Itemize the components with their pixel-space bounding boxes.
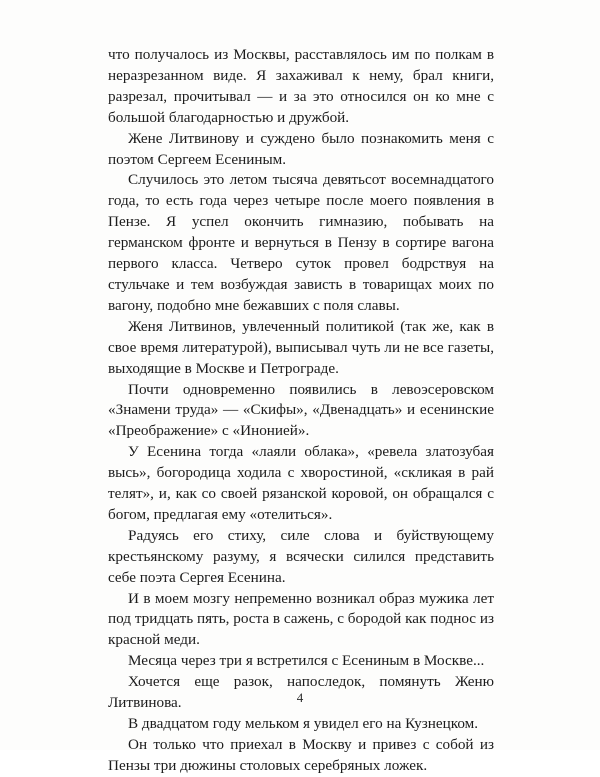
paragraph-6: У Есенина тогда «лаяли облака», «ревела златозубая высь», богородица ходила с хворостиной, «скликая в рай телят», и, как со своей рязанской коровой, он обращался с богом, предлагая ему «отелиться». [108, 443, 494, 523]
paragraph-1: что получалось из Москвы, расставлялось им по полкам в неразрезанном виде. Я захаживал к нему, брал книги, разрезал, прочитывал — и за это относился он ко мне с большой благодарностью и дружбой. [108, 46, 494, 126]
paragraph-8: И в моем мозгу непременно возникал образ мужика лет под тридцать пять, роста в сажень, с бородой как поднос из красной меди. [108, 589, 494, 649]
paragraph-2: Жене Литвинову и суждено было познакомить меня с поэтом Сергеем Есениным. [108, 129, 494, 168]
paragraph-5: Почти одновременно появились в левоэсеровском «Знамени труда» — «Скифы», «Двенадцать» и есенинские «Преображение» с «Инонией». [108, 380, 494, 440]
page-number: 4 [296, 690, 304, 705]
body-text [108, 45, 494, 777]
paragraph-11: В двадцатом году мельком я увидел его на Кузнецком. [128, 715, 479, 732]
paragraph-10: Хочется еще разок, напоследок, помянуть Женю Литвинова. [108, 673, 494, 712]
paragraph-7: Радуясь его стиху, силе слова и буйствующему крестьянскому разуму, я всячески силился представить себе поэта Сергея Есенина. [108, 526, 494, 586]
paragraph-12: Он только что приехал в Москву и привез с собой из Пензы три дюжины столовых серебряных ложек. [108, 735, 494, 774]
paragraph-9: Месяца через три я встретился с Есениным в Москве... [128, 652, 485, 670]
paragraph-3: Случилось это летом тысяча девятьсот восемнадцатого года, то есть года через четыре после моего появления в Пензе. Я успел окончить гимназию, побывать на германском фронте и вернуться в Пензу в сортире вагона первого класса. Четверо суток провел бодрствуя на стульчаке и тем возбуждая зависть в товарищах моих по вагону, подобно мне бежавших с поля славы. [108, 171, 494, 314]
paragraph-4: Женя Литвинов, увлеченный политикой (так же, как в свое время литературой), выписывал чуть ли не все газеты, выходящие в Москве и Петрограде. [108, 317, 494, 377]
